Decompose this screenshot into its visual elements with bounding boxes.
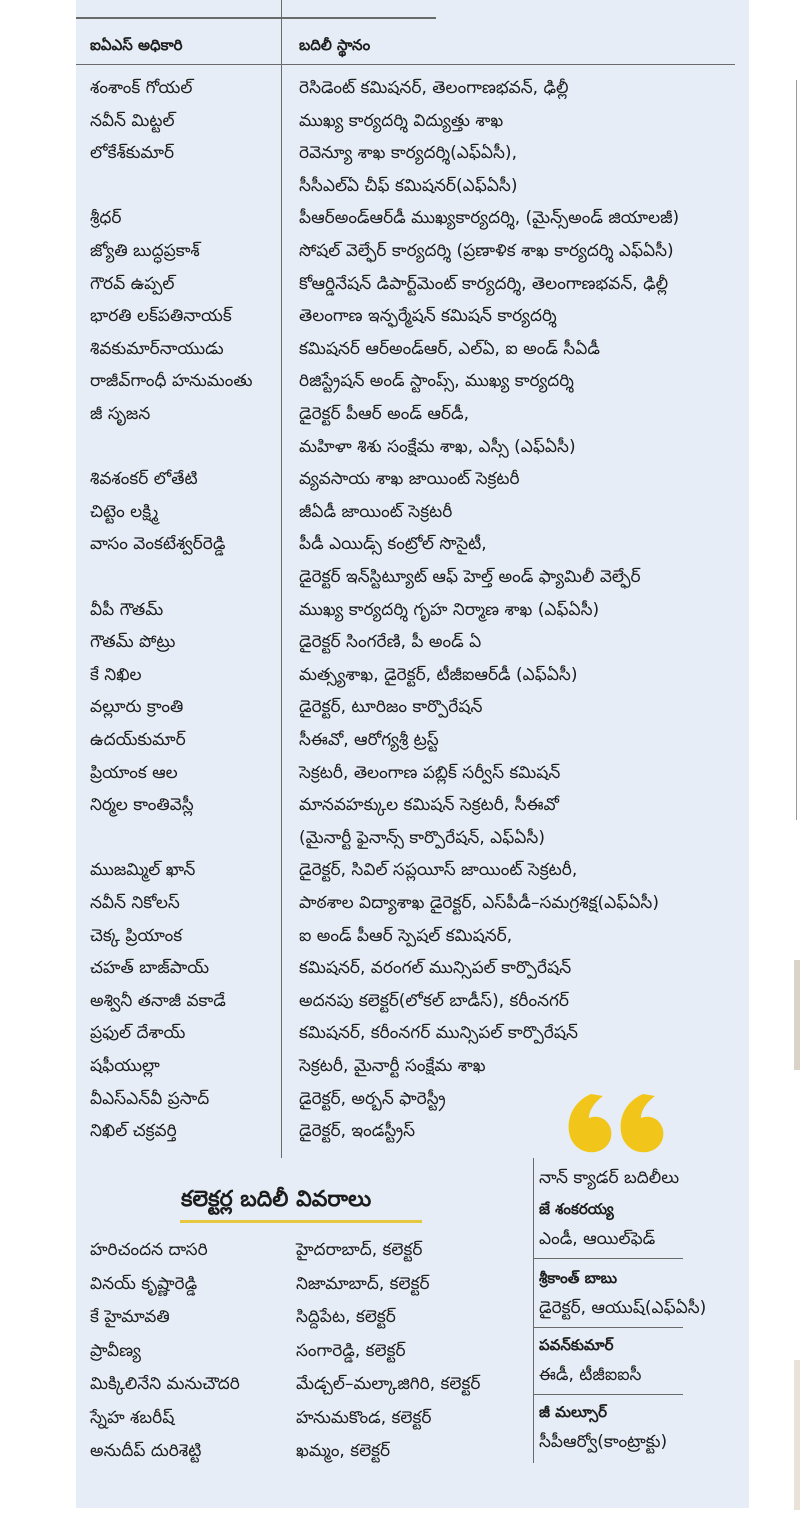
table-row-posting: జీఏడీ జాయింట్‌ సెక్రటరీ bbox=[299, 501, 453, 522]
table-row-posting: సీసీఎల్‌ఏ చీఫ్‌ కమిషనర్‌(ఎఫ్‌ఏసీ) bbox=[299, 175, 518, 196]
table-row-posting: డైరెక్టర్‌, అర్బన్‌ ఫారెస్ట్రీ bbox=[299, 1088, 446, 1109]
collector-posting: ఖమ్మం, కలెక్టర్‌ bbox=[296, 1441, 391, 1461]
collector-name: కే హైమావతి bbox=[90, 1307, 170, 1327]
table-row-officer: శివశంకర్‌ లోతేటి bbox=[90, 469, 198, 490]
table-row-officer: ప్రఫుల్‌ దేశాయ్‌ bbox=[90, 1023, 186, 1044]
table-row-posting: రెవెన్యూ శాఖ కార్యదర్శి(ఎఫ్‌ఏసీ), bbox=[299, 143, 517, 164]
table-row-officer: నిఖిల్‌ చక్రవర్తి bbox=[90, 1121, 177, 1142]
table-row-posting: (మైనార్టీ ఫైనాన్స్‌ కార్పొరేషన్‌, ఎఫ్‌ఏసీ) bbox=[299, 827, 545, 848]
noncadre-title: నాన్‌ క్యాడర్‌ బదిలీలు bbox=[539, 1168, 680, 1188]
collector-name: స్నేహ శబరీష్‌ bbox=[90, 1407, 175, 1428]
table-row-posting: డైరెక్టర్‌ పీఆర్‌ అండ్‌ ఆర్‌డీ, bbox=[299, 404, 469, 424]
noncadre-separator bbox=[533, 1258, 683, 1259]
noncadre-posting: డైరెక్టర్‌, ఆయుష్‌(ఎఫ్‌ఏసీ) bbox=[539, 1298, 707, 1318]
table-row-officer: నిర్మల కాంతివెస్లీ bbox=[90, 795, 194, 816]
table-row-posting: మహిళా శిశు సంక్షేమ శాఖ, ఎస్సీ (ఎఫ్‌ఏసీ) bbox=[299, 436, 576, 457]
table-row-posting: డైరెక్టర్‌, ఇండస్ట్రీస్‌ bbox=[299, 1121, 416, 1142]
table-row-posting: డైరెక్టర్‌, టూరిజం కార్పొరేషన్‌ bbox=[299, 697, 483, 718]
table-row-posting: డైరెక్టర్‌, సివిల్‌ సప్లయీస్‌ జాయింట్‌ సెక్రటరీ, bbox=[299, 860, 578, 881]
noncadre-separator bbox=[533, 1394, 683, 1395]
collector-posting: సిద్దిపేట, కలెక్టర్‌ bbox=[296, 1307, 396, 1327]
collector-posting: హైదరాబాద్‌, కలెక్టర్‌ bbox=[296, 1240, 423, 1260]
table-row-officer: శివకుమార్‌నాయుడు bbox=[90, 338, 224, 359]
table-row-officer: శ్రీధర్‌ bbox=[90, 208, 122, 229]
table-header-bottom-rule bbox=[76, 64, 735, 65]
collector-name: ప్రావీణ్య bbox=[90, 1340, 141, 1361]
collector-name: హరిచందన దాసరి bbox=[90, 1240, 208, 1260]
collectors-title-underline bbox=[180, 1220, 422, 1223]
noncadre-posting: ఎండీ, ఆయిల్‌ఫెడ్‌ bbox=[539, 1229, 656, 1249]
table-row-posting: కమిషనర్‌ ఆర్‌అండ్‌ఆర్‌, ఎల్‌ఏ, ఐ అండ్‌ సీఏడీ bbox=[299, 338, 600, 359]
table-row-posting: మత్స్యశాఖ, డైరెక్టర్‌, టీజీఐఆర్‌డీ (ఎఫ్‌ఏసీ) bbox=[299, 664, 578, 685]
table-row-posting: ఐ అండ్‌ పీఆర్‌ స్పెషల్‌ కమిషనర్‌, bbox=[299, 925, 513, 946]
table-row-posting: కోఆర్డినేషన్‌ డిపార్ట్‌మెంట్‌ కార్యదర్శి, తెలంగాణభవన్‌, ఢిల్లీ bbox=[299, 273, 669, 294]
noncadre-separator bbox=[533, 1327, 683, 1328]
adjacent-column-edge-lower bbox=[794, 1360, 800, 1510]
table-row-posting: సెక్రటరీ, తెలంగాణ పబ్లిక్‌ సర్వీస్‌ కమిషన్‌ bbox=[299, 762, 561, 783]
table-row-posting: మానవహక్కుల కమిషన్‌ సెక్రటరీ, సీఈవో bbox=[299, 795, 559, 816]
table-row-officer: నవీన్‌ మిట్టల్‌ bbox=[90, 110, 175, 131]
table-row-officer: వీపీ గౌతమ్‌ bbox=[90, 599, 164, 620]
table-row-posting: తెలంగాణ ఇన్ఫర్మేషన్‌ కమిషన్‌ కార్యదర్శి bbox=[299, 306, 557, 327]
collector-posting: నిజామాబాద్‌, కలెక్టర్‌ bbox=[296, 1273, 430, 1294]
noncadre-name: పవన్‌కుమార్‌ bbox=[539, 1336, 614, 1354]
table-row-officer: జ్యోతి బుద్ధప్రకాశ్‌ bbox=[90, 241, 200, 261]
table-row-posting: కమిషనర్‌, కరీంనగర్‌ మున్సిపల్‌ కార్పొరేషన్‌ bbox=[299, 1023, 578, 1044]
collector-name: వినయ్‌ కృష్ణారెడ్డి bbox=[90, 1273, 198, 1294]
table-row-officer: చిట్టెం లక్ష్మి bbox=[90, 501, 159, 522]
table-row-officer: లోకేశ్‌కుమార్‌ bbox=[90, 143, 175, 164]
collector-posting: సంగారెడ్డి, కలెక్టర్‌ bbox=[296, 1340, 406, 1361]
table-row-officer: గౌరవ్‌ ఉప్పల్‌ bbox=[90, 273, 175, 294]
table-row-officer: షఫీయుల్లా bbox=[90, 1056, 160, 1076]
table-row-officer: అశ్వినీ తనాజీ వకాడే bbox=[90, 990, 226, 1011]
table-row-officer: ముజమ్మిల్‌ ఖాన్‌ bbox=[90, 860, 196, 881]
table-row-officer: చహత్‌ బాజ్‌పాయ్‌ bbox=[90, 958, 210, 979]
quote-mark-icon bbox=[561, 1088, 671, 1160]
table-row-posting: పాఠశాల విద్యాశాఖ డైరెక్టర్‌, ఎస్‌పీడీ–సమగ్రశిక్ష(ఎఫ్‌ఏసీ) bbox=[299, 893, 659, 913]
table-row-posting: వ్యవసాయ శాఖ జాయింట్‌ సెక్రటరీ bbox=[299, 469, 520, 490]
table-row-officer: శంశాంక్‌ గోయల్‌ bbox=[90, 78, 193, 98]
table-row-officer: ప్రియాంక ఆల bbox=[90, 762, 178, 783]
table-row-posting: పీఆర్‌అండ్‌ఆర్‌డీ ముఖ్యకార్యదర్శి, (మైన్స్‌అండ్‌ జియాలజీ) bbox=[299, 208, 680, 229]
table-row-posting: డైరెక్టర్‌ సింగరేణి, పీ అండ్‌ ఏ bbox=[299, 632, 482, 653]
table-row-posting: డైరెక్టర్‌ ఇన్‌స్టిట్యూట్‌ ఆఫ్‌ హెల్త్‌ అండ్‌ ఫ్యామిలీ వెల్ఫేర్‌ bbox=[299, 567, 641, 587]
table-row-officer: రాజీవ్‌గాంధీ హనుమంతు bbox=[90, 371, 253, 392]
table-row-posting: పీడీ ఎయిడ్స్‌ కంట్రోల్‌ సొసైటీ, bbox=[299, 534, 487, 555]
table-row-officer: వల్లూరు క్రాంతి bbox=[90, 697, 184, 718]
table-row-officer: ఉదయ్‌కుమార్‌ bbox=[90, 730, 186, 750]
collector-posting: మేడ్చల్‌–మల్కాజిగిరి, కలెక్టర్‌ bbox=[296, 1374, 481, 1394]
noncadre-name: జీ మల్సూర్‌ bbox=[539, 1403, 607, 1421]
collector-name: అనుదీప్‌ దురిశెట్టి bbox=[90, 1441, 202, 1461]
collectors-section-title: కలెక్టర్ల బదిలీ వివరాలు bbox=[181, 1187, 372, 1212]
table-row-posting: సీఈవో, ఆరోగ్యశ్రీ ట్రస్ట్‌ bbox=[299, 730, 439, 750]
table-column-divider bbox=[281, 0, 282, 1158]
table-row-officer: కే నిఖిల bbox=[90, 664, 142, 685]
column-header-posting: బదిలీ స్థానం bbox=[299, 36, 371, 54]
table-row-posting: రిజిస్ట్రేషన్‌ అండ్‌ స్టాంప్స్‌, ముఖ్య కార్యదర్శి bbox=[299, 371, 574, 392]
table-row-officer: నవీన్‌ నికోలస్‌ bbox=[90, 893, 180, 913]
collectors-column-divider bbox=[533, 1158, 534, 1463]
adjacent-column-edge bbox=[794, 960, 800, 1070]
column-header-officer: ఐఏఎస్‌ అధికారి bbox=[90, 36, 183, 54]
noncadre-posting: సీపీఆర్వో(కాంట్రాక్టు) bbox=[539, 1432, 668, 1452]
noncadre-name: జే శంకరయ్య bbox=[539, 1200, 614, 1218]
table-row-posting: రెసిడెంట్‌ కమిషనర్‌, తెలంగాణభవన్‌, ఢిల్లీ bbox=[299, 78, 569, 98]
collector-name: మిక్కిలినేని మనుచౌదరి bbox=[90, 1374, 240, 1394]
table-row-officer: గౌతమ్‌ పోట్రు bbox=[90, 632, 176, 653]
collector-posting: హనుమకొండ, కలెక్టర్‌ bbox=[296, 1407, 432, 1428]
table-row-officer: వాసం వెంకటేశ్వర్‌రెడ్డి bbox=[90, 534, 226, 555]
table-row-posting: ముఖ్య కార్యదర్శి గృహ నిర్మాణ శాఖ (ఎఫ్‌ఏసీ) bbox=[299, 599, 600, 620]
table-header-top-rule bbox=[76, 17, 436, 18]
table-row-officer: జీ సృజన bbox=[90, 404, 151, 424]
table-row-posting: అదనపు కలెక్టర్‌(లోకల్‌ బాడీస్‌), కరీంనగర్‌ bbox=[299, 990, 570, 1011]
table-row-posting: ముఖ్య కార్యదర్శి విద్యుత్తు శాఖ bbox=[299, 110, 504, 131]
table-row-posting: సెక్రటరీ, మైనార్టీ సంక్షేమ శాఖ bbox=[299, 1056, 486, 1076]
adjacent-dashed-divider bbox=[796, 80, 797, 820]
table-row-posting: కమిషనర్‌, వరంగల్‌ మున్సిపల్‌ కార్పొరేషన్‌ bbox=[299, 958, 572, 979]
table-row-posting: సోషల్‌ వెల్ఫేర్‌ కార్యదర్శి (ప్రణాళిక శాఖ కార్యదర్శి ఎఫ్‌ఏసీ) bbox=[299, 241, 674, 261]
noncadre-posting: ఈడీ, టీజీఐఐసీ bbox=[539, 1365, 642, 1385]
table-row-officer: భారతి లక్‌పతినాయక్‌ bbox=[90, 306, 232, 327]
table-row-officer: వీఎస్‌ఎన్‌వీ ప్రసాద్‌ bbox=[90, 1088, 210, 1109]
noncadre-name: శ్రీకాంత్‌ బాబు bbox=[539, 1269, 618, 1287]
table-row-officer: చెక్క ప్రియాంక bbox=[90, 925, 183, 946]
